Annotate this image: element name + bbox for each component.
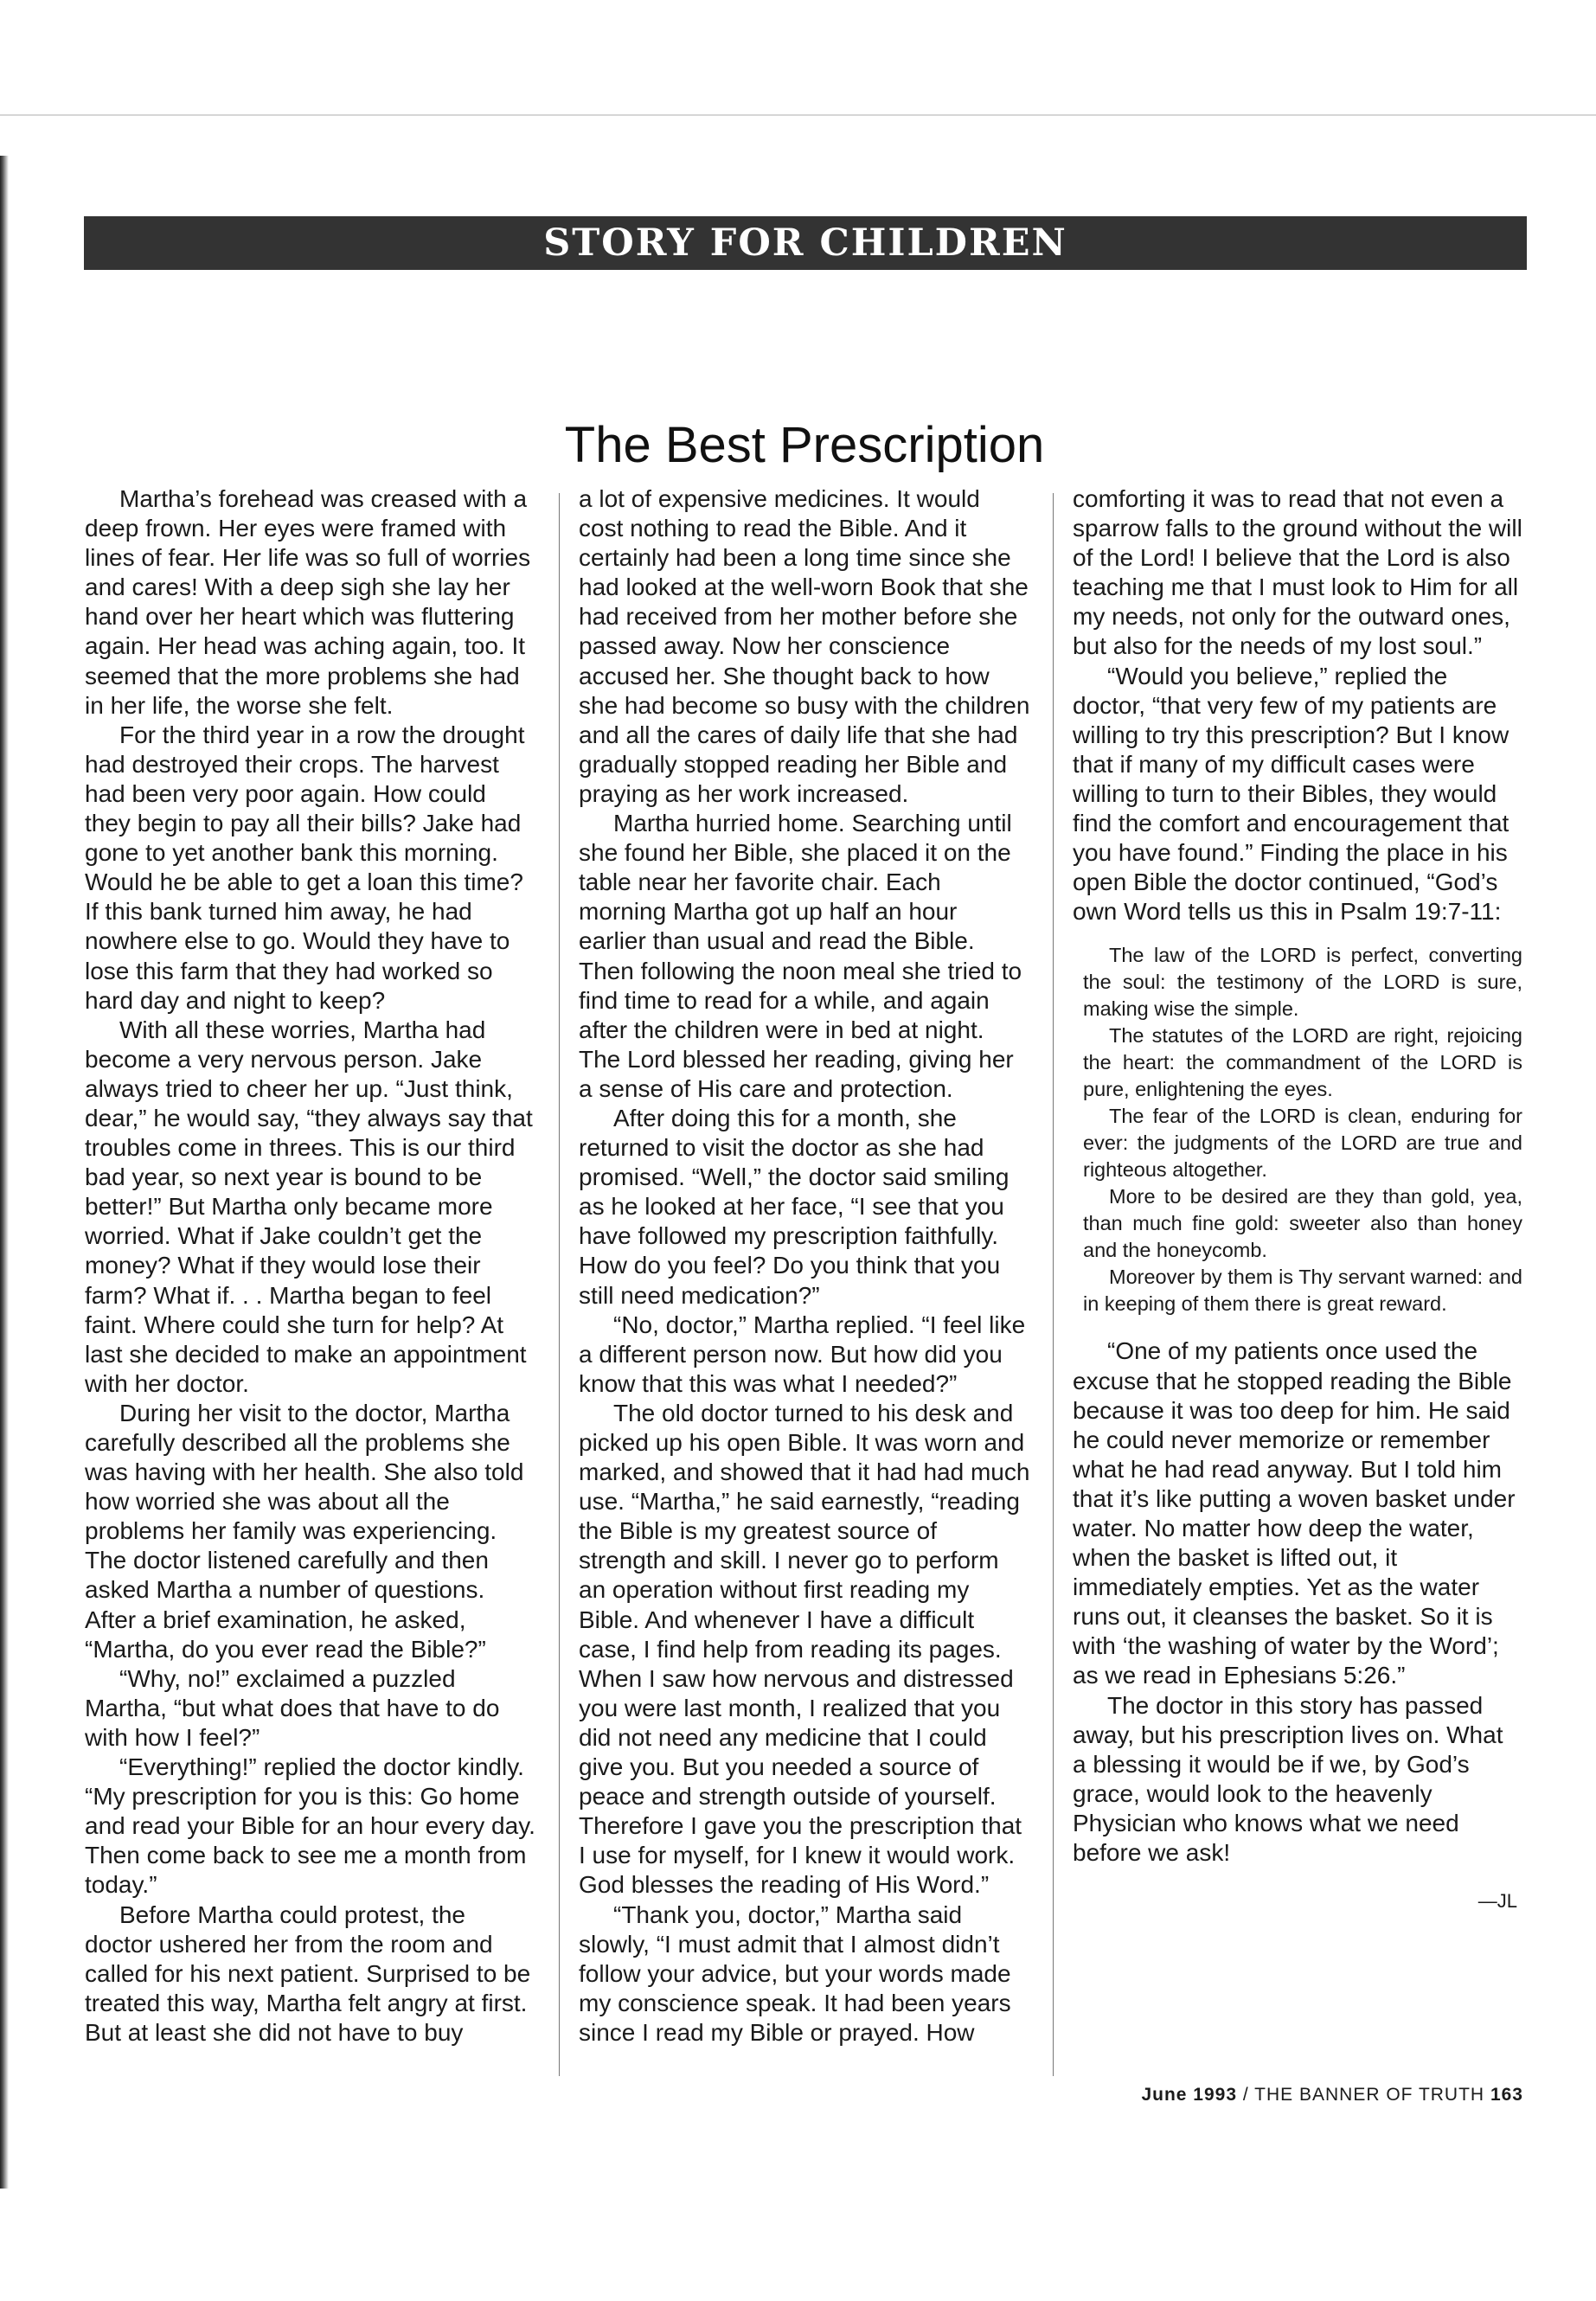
paragraph: With all these worries, Martha had become a very nervous person. Jake always tried to cheer her up. “Just think, dear,” he would say, “they always say that troubles come in threes. This is our third bad year, so next year is bound to be better!” But Martha only became more worried. What if Jake couldn’t get the money? What if they would lose their farm? What if. . . Martha began to feel faint. Where could she turn for help? At last she decided to make an appointment with her doctor.: [85, 1016, 533, 1397]
paragraph: “Why, no!” exclaimed a puzzled Martha, “but what does that have to do with how I feel?”: [85, 1664, 500, 1751]
column-3: [1073, 484, 1522, 1916]
paragraph: a lot of expensive medicines. It would cost nothing to read the Bible. And it certainly had been a long time since she had looked at the well-worn Book that she had received from her mother before she passed away. Now her conscience accused her. She thought back to how she had become so busy with the children and all the cares of daily life that she had gradually stopped reading her Bible and praying as her work increased.: [579, 485, 1030, 807]
paragraph: “Everything!” replied the doctor kindly. “My prescription for you is this: Go home and read your Bible for an hour every day. Then come back to see me a month from today.”: [85, 1753, 535, 1899]
paragraph: Martha hurried home. Searching until she found her Bible, she placed it on the table near her favorite chair. Each morning Martha got up half an hour earlier than usual and read the Bible. Then following the noon meal she tried to find time to read for a while, and again after the children were in bed at night. The Lord blessed her reading, giving her a sense of His care and protection.: [579, 810, 1022, 1102]
section-banner: [84, 216, 1527, 270]
column-divider: [1053, 493, 1054, 2076]
issue-date: June 1993: [1141, 2085, 1238, 2105]
section-title: STORY FOR CHILDREN: [543, 221, 1067, 265]
top-rule: [0, 114, 1596, 116]
column-divider: [559, 493, 560, 2076]
paragraph: During her visit to the doctor, Martha carefully described all the problems she was having with her health. She also told how worried she was about all the problems her family was experiencing. The doctor listened carefully and then asked Martha a number of questions. After a brief examination, he asked, “Martha, do you ever read the Bible?”: [85, 1399, 524, 1663]
paragraph: comforting it was to read that not even a sparrow falls to the ground without the will of the Lord! I believe that the Lord is also teaching me that I must look to Him for all my needs, not only for the outward ones, but also for the needs of my lost soul.”: [1073, 485, 1522, 660]
quote-verse: Moreover by them is Thy servant warned: and in keeping of them there is great reward.: [1083, 1266, 1522, 1316]
paragraph: The doctor in this story has passed away, but his prescription lives on. What a blessing it would be if we, by God’s grace, would look to the heavenly Physician who knows what we need before we ask!: [1073, 1691, 1503, 1866]
paragraph: The old doctor turned to his desk and picked up his open Bible. It was worn and marked, and showed that it had had much use. “Martha,” he said earnestly, “reading the Bible is my greatest source of strength and skill. I never go to perform an operation without first reading my Bible. And whenever I have a difficult case, I find help from reading its pages. When I saw how nervous and distressed you were last month, I realized that you did not need any medicine that I could give you. But you needed a source of peace and strength outside of yourself. Therefore I gave you the prescription that I use for myself, for I knew it would work. God blesses the reading of His Word.”: [579, 1399, 1030, 1899]
paragraph: Martha’s forehead was creased with a deep frown. Her eyes were framed with lines of fear. Her life was so full of worries and cares! With a deep sigh she lay her hand over her heart which was fluttering again. Her head was aching again, too. It seemed that the more problems she had in her life, the worse she felt.: [85, 485, 531, 719]
publication-name: THE BANNER OF TRUTH: [1254, 2085, 1485, 2105]
quote-verse: The law of the LORD is perfect, converting the soul: the testimony of the LORD is sure, making wise the simple.: [1083, 944, 1522, 1021]
scripture-quote: [1083, 942, 1522, 1317]
quote-verse: More to be desired are they than gold, yea, than much fine gold: sweeter also than honey and the honeycomb.: [1083, 1185, 1522, 1262]
paragraph: Before Martha could protest, the doctor ushered her from the room and called for his next patient. Surprised to be treated this way, Martha felt angry at first. But at least she did not have to buy: [85, 1900, 531, 2046]
paragraph: After doing this for a month, she returned to visit the doctor as she had promised. “Well,” the doctor said smiling as he looked at her face, “I see that you have followed my prescription faithfully. How do you feel? Do you think that you still need medication?”: [579, 1104, 1010, 1309]
story-title: The Best Prescription: [564, 417, 1045, 473]
scan-edge: [0, 156, 9, 2189]
column-2: [579, 484, 1030, 2048]
footer-separator: /: [1237, 2085, 1255, 2105]
paragraph: For the third year in a row the drought had destroyed their crops. The harvest had been very poor again. How could they begin to pay all their bills? Jake had gone to yet another bank this morning. Would he be able to get a loan this time? If this bank turned him away, he had nowhere else to go. Would they have to lose this farm that they had worked so hard day and night to keep?: [85, 721, 525, 1014]
paragraph: “Thank you, doctor,” Martha said slowly, “I must admit that I almost didn’t follow your advice, but your words made my conscience speak. It had been years since I read my Bible or prayed. How: [579, 1900, 1011, 2046]
column-1: [85, 484, 536, 2048]
quote-verse: The statutes of the LORD are right, rejoicing the heart: the commandment of the LORD is pure, enlightening the eyes.: [1083, 1024, 1522, 1101]
page-footer: [1141, 2085, 1523, 2106]
paragraph: “One of my patients once used the excuse that he stopped reading the Bible because it was too deep for him. He said he could never memorize or remember what he had read anyway. But I told him that it’s like putting a woven basket under water. No matter how deep the water, when the basket is lifted out, it immediately empties. Yet as the water runs out, it cleanses the basket. So it is with ‘the washing of water by the Word’; as we read in Ephesians 5:26.”: [1073, 1337, 1516, 1689]
quote-verse: The fear of the LORD is clean, enduring for ever: the judgments of the LORD are true and righteous altogether.: [1083, 1105, 1522, 1182]
page-number: 163: [1490, 2085, 1523, 2105]
author-signature: —JL: [1477, 1890, 1517, 1913]
paragraph: “Would you believe,” replied the doctor, “that very few of my patients are willing to try this prescription? But I know that if many of my difficult cases were willing to turn to their Bibles, they would find the comfort and encouragement that you have found.” Finding the place in his open Bible the doctor continued, “God’s own Word tells us this in Psalm 19:7-11:: [1073, 662, 1509, 926]
paragraph: “No, doctor,” Martha replied. “I feel like a different person now. But how did you know that this was what I needed?”: [579, 1311, 1026, 1397]
